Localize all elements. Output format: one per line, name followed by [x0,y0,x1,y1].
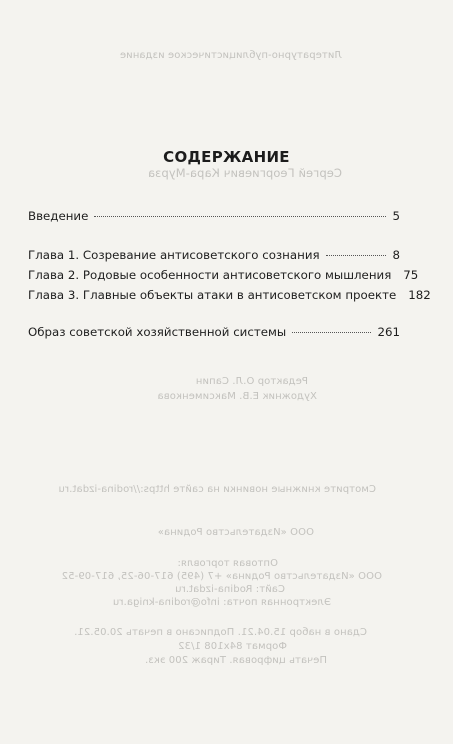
bleed-series: Литературно-публицистическое издание [119,50,342,61]
bleed-phone: ООО «Издательство Родина» +7 (495) 617-06-25, 617-09-52 [61,571,382,582]
bleed-site: Смотрите книжные новинки на сайте https://rodina-izdat.ru [58,484,376,495]
toc-entry-introduction[interactable] [28,209,400,223]
toc-entry-chapter-2[interactable] [28,268,419,282]
dot-leader [292,332,371,333]
dot-leader [326,255,387,256]
bleed-editor: Редактор О.Л. Сапин [195,376,308,387]
bleed-wholesale: Оптовая торговля: [177,558,278,569]
toc-entry-page: 261 [377,325,400,339]
bleed-author: Сергей Георгиевич Кара-Мурза [147,166,342,180]
toc-entry-chapter-1[interactable] [28,248,400,262]
toc-entry-chapter-3[interactable] [28,288,431,302]
bleed-print: Печать цифровая. Тираж 200 экз. [145,655,327,666]
toc-entry-label: Образ советской хозяйственной системы [28,325,287,339]
bleed-website: Сайт: Rodina-izdat.ru [175,584,285,595]
bleed-signed: Сдано в набор 15.04.21. Подписано в печать 20.05.21. [74,627,367,638]
toc-entry-label: Глава 3. Главные объекты атаки в антисоветском проекте [28,288,397,302]
toc-entry-page: 75 [403,268,419,282]
toc-entry-label: Введение [28,209,89,223]
bleed-artist: Художник Е.В. Максименкова [157,391,317,402]
toc-entry-economic-system[interactable] [28,325,400,339]
toc-entry-label: Глава 1. Созревание антисоветского сознания [28,248,320,262]
dot-leader [94,216,386,217]
toc-title: СОДЕРЖАНИЕ [163,148,290,166]
toc-entry-label: Глава 2. Родовые особенности антисоветского мышления [28,268,392,282]
toc-entry-page: 8 [392,248,400,262]
bleed-format: Формат 84х108 1/32 [178,641,287,652]
toc-entry-page: 5 [392,209,400,223]
bleed-email: Электронная почта: info@rodina-kniga.ru [112,597,331,608]
toc-entry-page: 182 [408,288,431,302]
bleed-publisher: ООО «Издательство Родина» [157,527,314,538]
